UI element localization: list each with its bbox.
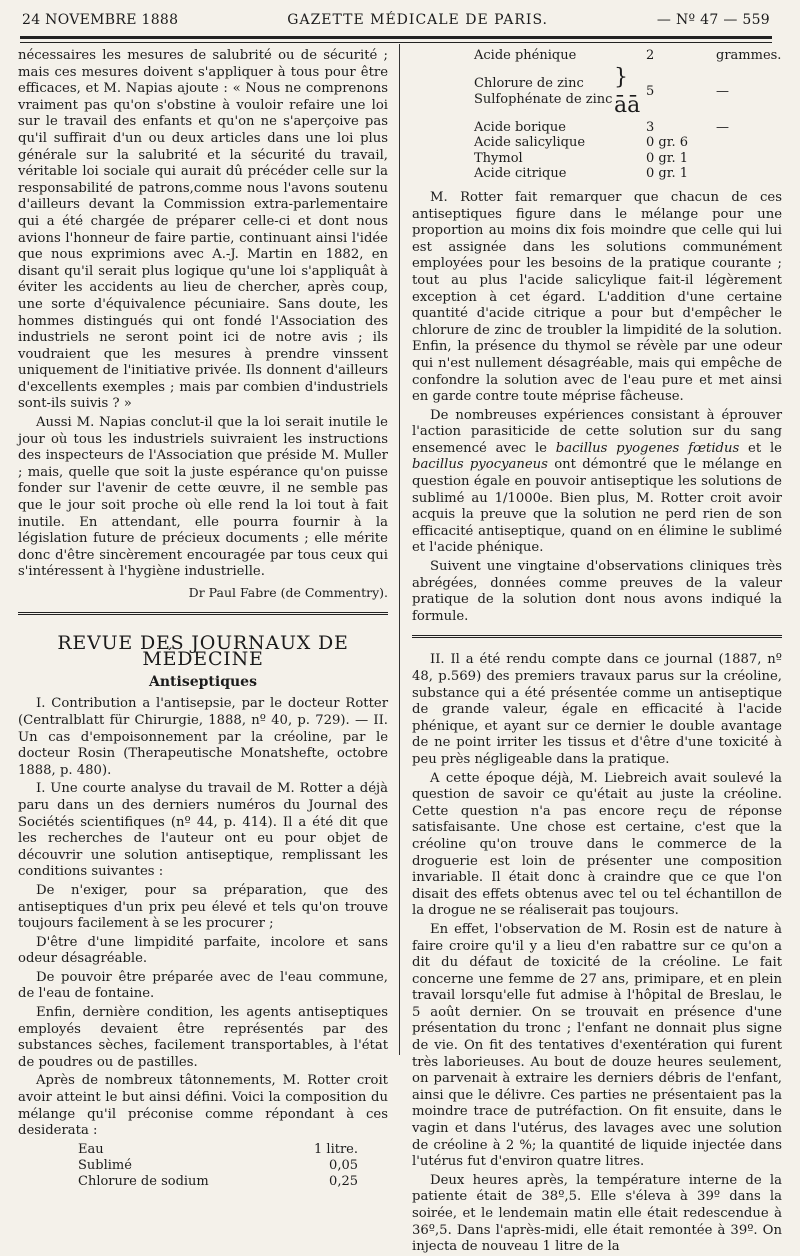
paragraph: Après de nombreux tâtonnements, M. Rotter croit avoir atteint le but ainsi défini. Voici la composition du mélange qu'il préconise comme répondant à ces desiderata : <box>18 1073 388 1139</box>
paragraph: Aussi M. Napias conclut-il que la loi serait inutile le jour où tous les industriels suivraient les instructions des inspecteurs de l'Association que préside M. Muller ; mais, quelle que soit la juste espérance qu'on puisse fonder sur l'avenir de cette œuvre, il ne semble pas que le jour soit proche où elle rend la loi tout à fait inutile. En attendant, elle pourra fournir à la législation future de précieux documents ; elle mérite donc d'être sincèrement encouragée par tous ceux qui s'intéressent à l'hygiène industrielle. <box>18 415 388 580</box>
ingredient-name: Sublimé <box>78 1157 132 1173</box>
paragraph: II. Il a été rendu compte dans ce journal (1887, nº 48, p.569) des premiers travaux parus sur la créoline, substance qui a été présentée comme un antiseptique de grande valeur, égale en efficacité à l'acide phénique, et ayant sur ce dernier le double avantage de ne point irriter les tissus et d'être d'une toxicité à peu près négligeable dans la pratique. <box>412 652 782 767</box>
table-row <box>18 1174 388 1190</box>
ingredient-name: Acide borique <box>474 119 566 135</box>
signature: Dr Paul Fabre (de Commentry). <box>188 585 388 600</box>
section-title: REVUE DES JOURNAUX DE MÉDECINE <box>57 631 349 671</box>
table-row <box>18 1158 388 1174</box>
ingredient-name: Chlorure de zinc <box>474 76 584 91</box>
bacillus-name: bacillus pyocyaneus <box>412 457 548 473</box>
ingredient-name: Eau <box>78 1141 104 1157</box>
ingredient-value: 0,05 <box>329 1157 358 1173</box>
ingredient-name: Chlorure de sodium <box>78 1173 209 1189</box>
section-separator <box>412 635 782 640</box>
paragraph: En effet, l'observation de M. Rosin est de nature à faire croire qu'il y a lieu d'en rabattre sur ce qu'on a dit du défaut de toxicité de la créoline. Le fait concerne une femme de 27 ans, primipare, et en plein travail lorsqu'elle fut admise à l'hôpital de Breslau, le 5 août dernier. On se trouvait en présence d'une présentation du tronc ; l'enfant ne donnait plus signe de vie. On fit des tentatives d'exentération qui furent très laborieuses. Au bout de douze heures seulement, on parvenait à extraire les derniers débris de l'enfant, ainsi que le délivre. Ces parties ne présentaient pas la moindre trace de putréfaction. On fit ensuite, dans le vagin et dans l'utérus, des lavages avec une solution de créoline à 2 %; la quantité de liquide injectée dans l'utérus fut d'environ quatre litres. <box>412 921 782 1170</box>
column-divider <box>399 44 400 1055</box>
brace-names <box>474 76 614 107</box>
ingredient-value: 5 <box>646 83 655 99</box>
brace-mark: } āā <box>614 64 641 118</box>
paragraph: I. Une courte analyse du travail de M. Rotter a déjà paru dans un des derniers numéros du Journal des Sociétés scientifiques (nº 44, p. 414). Il a été dit que les recherches de l'auteur ont eu pour objet de découvrir une solution antiseptique, remplissant les conditions suivantes : <box>18 781 388 880</box>
paragraph: Suivent une vingtaine d'observations cliniques très abrégées, données comme preuves de la valeur pratique de la solution dont nous avons indiqué la formule. <box>412 559 782 624</box>
ingredient-value: 0 gr. 6 <box>646 135 689 151</box>
paragraph: D'être d'une limpidité parfaite, incolore et sans odeur désagréable. <box>18 934 388 967</box>
ingredient-value: 0,25 <box>329 1173 358 1189</box>
header-journal: GAZETTE MÉDICALE DE PARIS. <box>287 12 548 28</box>
table-row <box>474 48 782 64</box>
ingredient-name: Acide salicylique <box>474 135 586 151</box>
header-rule <box>20 36 772 43</box>
table-row <box>18 1142 388 1158</box>
text-run: et le <box>739 440 782 456</box>
text-run: ont démontré que le mélange en question égale en pouvoir antiseptique les solutions de sublimé au 1/1000e. Bien plus, M. Rotter croit avoir acquis la preuve que la solution ne perd rien de son efficacité antiseptique, quand on en élimine le sublimé et l'acide phénique. <box>412 457 782 556</box>
ingredient-value: 0 gr. 1 <box>646 166 689 182</box>
ingredient-unit: grammes. <box>716 48 782 63</box>
paragraph: A cette époque déjà, M. Liebreich avait soulevé la question de savoir ce qu'était au juste la créoline. Cette question n'a pas encore reçu de réponse satisfaisante. Une chose est certaine, c'est que la créoline qu'on trouve dans le commerce de la droguerie est loin de présenter une composition invariable. Il était donc à craindre que ce que l'on disait des effets obtenus avec tel ou tel échantillon de la drogue ne se réaliserait pas toujours. <box>412 770 782 919</box>
ingredient-unit: — <box>716 119 729 135</box>
section-subtitle: Antiseptiques <box>149 673 257 690</box>
header-issue: — Nº 47 — 559 <box>656 12 770 28</box>
ingredient-value: 1 litre. <box>314 1141 358 1157</box>
left-column <box>18 48 388 1189</box>
text-run: De nombreuses expériences consistant à éprouver l'action parasiticide de cette solution sur du sang ensemencé avec le <box>412 407 782 456</box>
paragraph <box>412 408 782 557</box>
table-row-brace <box>474 64 782 120</box>
article-reference: I. Contribution a l'antisepsie, par le docteur Rotter (Centralblatt für Chirurgie, 1888, nº 40, p. 729). — II. Un cas d'empoisonnement par la créoline, par le docteur Rosin (Therapeutische Monatshefte, octobre 1888, p. 480). <box>18 696 388 778</box>
paragraph: Deux heures après, la température interne de la patiente était de 38º,5. Elle s'éleva à 39º dans la soirée, et le lendemain matin elle était redescendue à 36º,5. Dans l'après-midi, elle était remontée à 39º. On injecta de nouveau 1 litre de la <box>412 1172 782 1255</box>
table-row <box>474 166 782 182</box>
ingredient-value: 3 <box>646 119 655 135</box>
bacillus-name: bacillus pyogenes fœtidus <box>555 440 740 456</box>
paragraph: De pouvoir être préparée avec de l'eau commune, de l'eau de fontaine. <box>18 969 388 1002</box>
page-header <box>22 12 770 34</box>
paragraph: nécessaires les mesures de salubrité ou de sécurité ; mais ces mesures doivent s'appliquer à tous pour être efficaces, et M. Napias ajoute : « Nous ne comprenons vraiment pas qu'on s'obstine à vouloir refaire une loi sur le travail des enfants et qu'on ne s'aperçoive pas qu'il suffirait d'un ou deux articles dans une loi plus générale sur la salubrité et la sécurité du travail, véritable loi sociale qui aurait dû précéder celle sur la responsabilité de patrons,comme nous l'avons soutenu d'ailleurs devant la Commission extra-parlementaire qui a été chargée de préparer celle-ci et dont nous avions l'honneur de faire partie, continuant ainsi l'idée que nous exprimions avec A.-J. Martin en 1882, en disant qu'il serait plus logique qu'une loi s'appliquât à éviter les accidents au lieu de chercher, après coup, une sorte d'équivalence pécuniaire. Sans doute, les hommes distingués qui ont fondé l'Association des industriels ne seront point ici de notre avis ; ils voudraient que les mesures à prendre vinssent uniquement de l'initiative privée. Ils donnent d'ailleurs d'excellents exemples ; mais par combien d'industriels sont-ils suivis ? » <box>18 48 388 412</box>
ingredient-unit: — <box>716 83 729 99</box>
formula-table <box>18 1142 388 1190</box>
paragraph: Enfin, dernière condition, les agents antiseptiques employés devaient être représentés par des substances sèches, facilement transportables, à l'état de poudres ou de pastilles. <box>18 1005 388 1070</box>
ingredient-name: Thymol <box>474 150 523 166</box>
ingredient-value: 2 <box>646 48 655 63</box>
ingredient-name: Acide phénique <box>474 48 577 63</box>
paragraph: De n'exiger, pour sa préparation, que des antiseptiques d'un prix peu élevé et tels qu'on trouve toujours facilement à se les procurer ; <box>18 882 388 932</box>
section-separator <box>18 612 388 617</box>
header-date: 24 NOVEMBRE 1888 <box>22 12 179 28</box>
table-row <box>474 135 782 151</box>
table-row <box>474 151 782 167</box>
formula-table-continued <box>474 48 782 182</box>
ingredient-name: Acide citrique <box>474 166 567 182</box>
ingredient-value: 0 gr. 1 <box>646 150 689 166</box>
ingredient-name: Sulfophénate de zinc <box>474 91 613 107</box>
table-row <box>474 120 782 136</box>
right-column <box>412 48 782 1255</box>
paragraph: M. Rotter fait remarquer que chacun de ces antiseptiques figure dans le mélange pour une proportion au moins dix fois moindre que celle qui lui est assignée dans les solutions communément employées pour les besoins de la pratique courante ; tout au plus l'acide salicylique fait-il légèrement exception à cet égard. L'addition d'une certaine quantité d'acide citrique a pour but d'empêcher le chlorure de zinc de troubler la limpidité de la solution. Enfin, la présence du thymol se révèle par une odeur qui n'est nullement désagréable, mais qui empêche de confondre la solution avec de l'eau pure et met ainsi en garde contre toute méprise fâcheuse. <box>412 189 782 405</box>
